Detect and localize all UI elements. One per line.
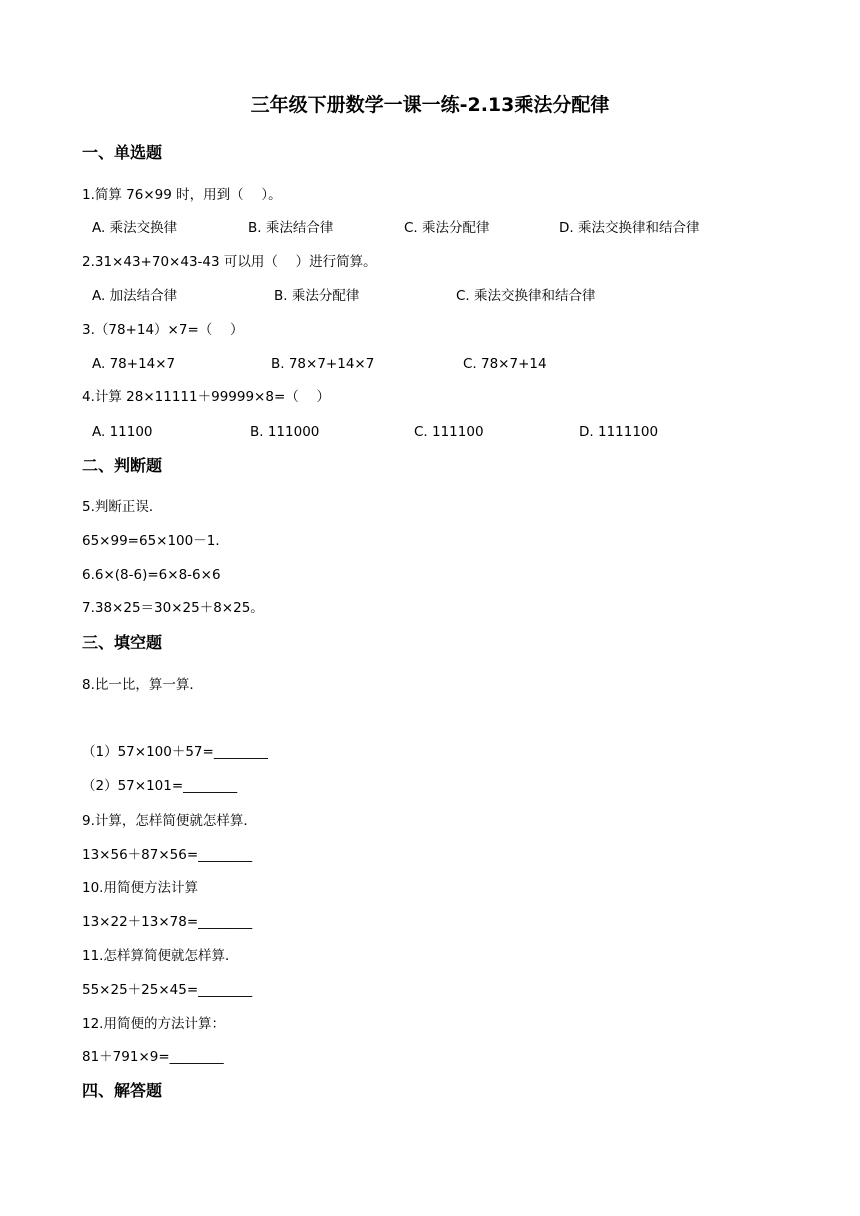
question-2-options <box>92 286 792 306</box>
question-1-option-a[interactable]: A. 乘法交换律 <box>92 220 178 236</box>
question-7-text: 7.38×25＝30×25＋8×25。 <box>82 600 264 616</box>
question-11-text: 11.怎样算简便就怎样算． <box>82 948 239 964</box>
question-12-expression[interactable]: 81＋791×9=________ <box>82 1049 224 1065</box>
question-11-expression[interactable]: 55×25＋25×45=________ <box>82 982 253 998</box>
section-heading-single-choice: 一、单选题 <box>82 143 163 162</box>
question-8-item-1[interactable]: （1）57×100＋57=________ <box>82 744 268 760</box>
question-2-option-b[interactable]: B. 乘法分配律 <box>274 288 360 304</box>
question-3-option-a[interactable]: A. 78+14×7 <box>92 356 176 372</box>
question-2-option-a[interactable]: A. 加法结合律 <box>92 288 178 304</box>
question-4-option-a[interactable]: A. 11100 <box>92 424 153 440</box>
question-2-option-c[interactable]: C. 乘法交换律和结合律 <box>456 288 596 304</box>
question-12-text: 12.用简便的方法计算： <box>82 1016 225 1032</box>
question-1-text: 1.简算 76×99 时，用到（ ）。 <box>82 187 282 203</box>
question-2-text: 2.31×43+70×43-43 可以用（ ）进行简算。 <box>82 254 377 270</box>
question-1-options <box>92 218 792 238</box>
question-1-option-c[interactable]: C. 乘法分配律 <box>404 220 490 236</box>
question-4-option-c[interactable]: C. 111100 <box>414 424 484 440</box>
question-4-options <box>92 422 792 442</box>
question-3-options <box>92 354 792 374</box>
question-8-item-2[interactable]: （2）57×101=________ <box>82 778 238 794</box>
question-9-expression[interactable]: 13×56＋87×56=________ <box>82 847 253 863</box>
question-8-text: 8.比一比，算一算． <box>82 677 203 693</box>
question-4-option-d[interactable]: D. 1111100 <box>579 424 659 440</box>
question-10-text: 10.用简便方法计算 <box>82 880 198 896</box>
section-heading-true-false: 二、判断题 <box>82 456 163 475</box>
question-10-expression[interactable]: 13×22＋13×78=________ <box>82 914 253 930</box>
question-3-option-c[interactable]: C. 78×7+14 <box>463 356 547 372</box>
section-heading-fill-in: 三、填空题 <box>82 633 163 652</box>
question-3-text: 3.（78+14）×7=（ ） <box>82 322 244 338</box>
section-heading-answer: 四、解答题 <box>82 1081 163 1100</box>
question-3-option-b[interactable]: B. 78×7+14×7 <box>271 356 375 372</box>
question-1-option-d[interactable]: D. 乘法交换律和结合律 <box>559 220 700 236</box>
question-9-text: 9.计算，怎样简便就怎样算． <box>82 813 257 829</box>
question-4-text: 4.计算 28×11111＋99999×8=（ ） <box>82 389 331 405</box>
question-1-option-b[interactable]: B. 乘法结合律 <box>248 220 334 236</box>
page-title: 三年级下册数学一课一练-2.13乘法分配律 <box>250 94 610 116</box>
question-4-option-b[interactable]: B. 111000 <box>250 424 320 440</box>
question-6-text: 6.6×(8-6)=6×8-6×6 <box>82 567 221 583</box>
question-5-text: 5.判断正误． <box>82 499 163 515</box>
question-5-expression: 65×99=65×100－1． <box>82 533 229 549</box>
